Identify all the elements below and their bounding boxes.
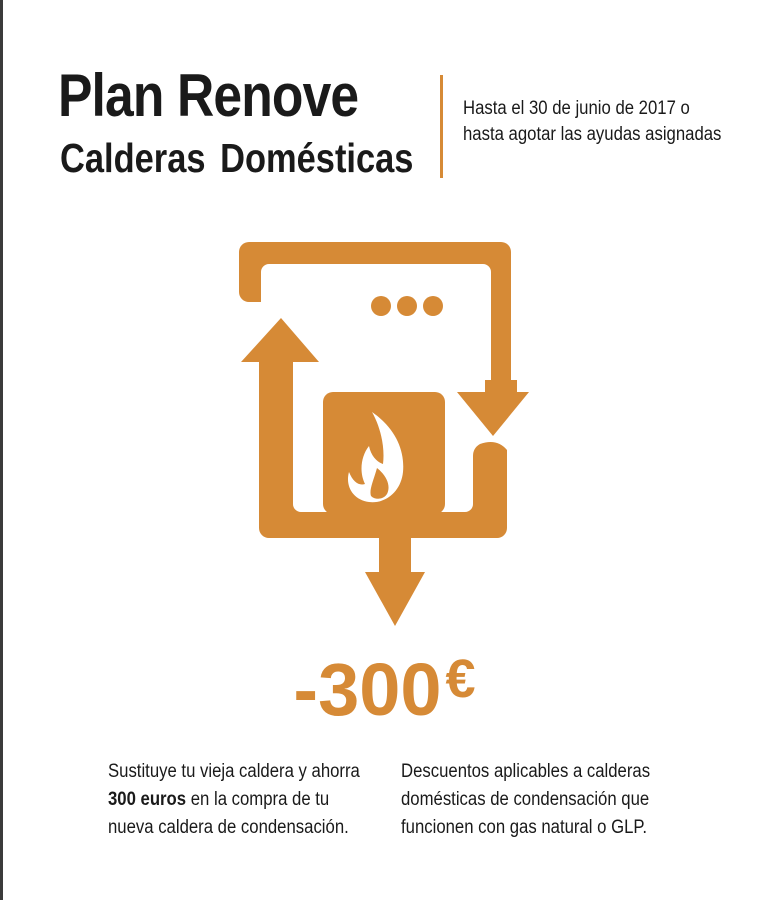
savings-description xyxy=(108,758,360,842)
eligibility-line-2: domésticas de condensación que xyxy=(401,789,650,810)
eligibility-line-1: Descuentos aplicables a calderas xyxy=(401,761,651,782)
page-title: Plan Renove xyxy=(58,62,359,129)
arrow-down-right-icon xyxy=(457,392,529,436)
discount-amount xyxy=(0,648,771,731)
boiler-icon xyxy=(235,242,530,640)
validity-note-line-1: Hasta el 30 de junio de 2017 o xyxy=(463,98,690,119)
indicator-dot-3 xyxy=(423,296,443,316)
header-divider xyxy=(440,75,443,178)
savings-line-1: Sustituye tu vieja caldera y ahorra xyxy=(108,761,360,782)
eligibility-description xyxy=(401,758,650,842)
euro-symbol: € xyxy=(445,649,476,709)
savings-line-3: nueva caldera de condensación. xyxy=(108,817,349,838)
page-subtitle: Calderas Domésticas xyxy=(60,135,414,181)
savings-amount-bold: 300 euros xyxy=(108,789,187,810)
validity-note xyxy=(463,96,721,148)
left-edge-border xyxy=(0,0,3,900)
savings-line-2 xyxy=(108,786,360,814)
savings-line-2-rest: en la compra de tu xyxy=(186,789,330,810)
discount-value: -300 xyxy=(293,648,442,731)
eligibility-line-3: funcionen con gas natural o GLP. xyxy=(401,817,648,838)
validity-note-line-2: hasta agotar las ayudas asignadas xyxy=(463,124,722,145)
indicator-dot-2 xyxy=(397,296,417,316)
indicator-dot-1 xyxy=(371,296,391,316)
